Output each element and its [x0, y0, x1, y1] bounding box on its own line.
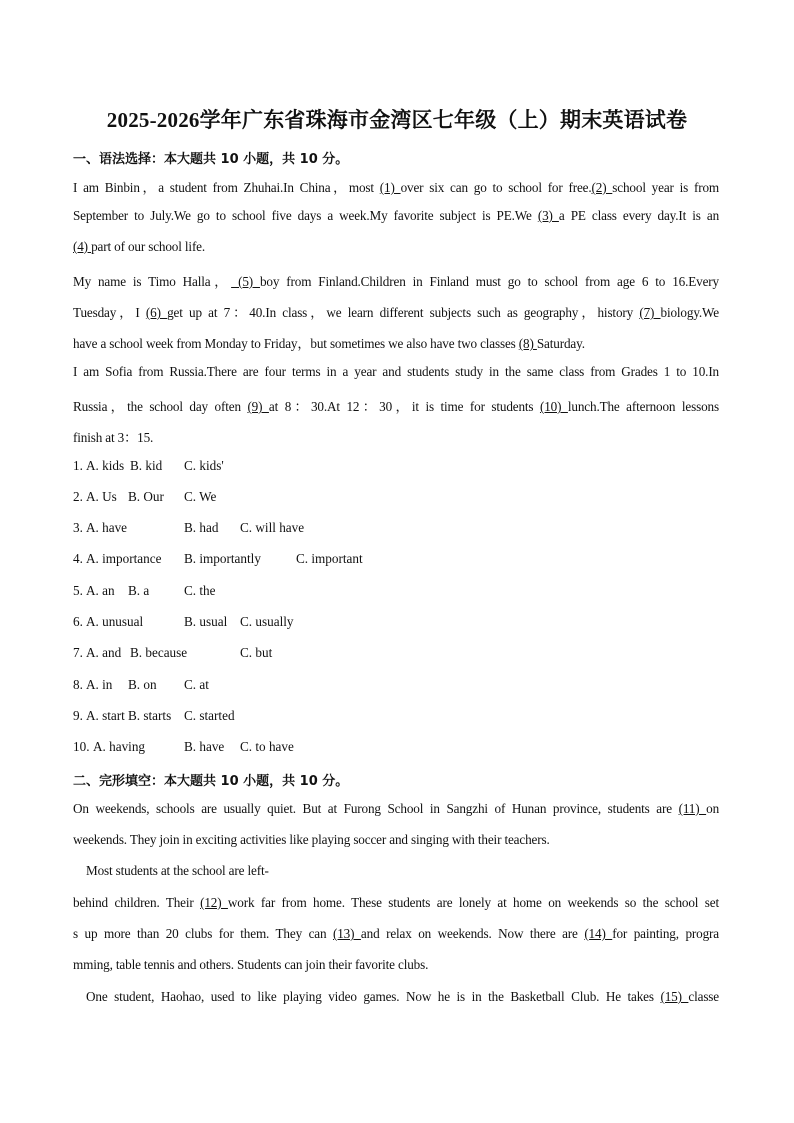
passage-line: I am Sofia from Russia.There are four terms in a year and students study in the same class from Grades 1 to 10.In — [73, 364, 719, 379]
option-c: C. the — [184, 583, 216, 598]
blank-2: (2) — [591, 180, 613, 195]
blank-13: (13) — [332, 926, 361, 941]
option-a: A. importance — [86, 551, 162, 566]
option-c: C. at — [184, 677, 209, 692]
option-c: C. important — [296, 551, 363, 566]
option-c: C. started — [184, 708, 235, 723]
option-c: C. usually — [240, 614, 294, 629]
passage-line: Tuesday，I (6) get up at 7：40.In class，we learn different subjects such as geography，history (7) biology.We — [73, 305, 719, 320]
blank-1: (1) — [379, 180, 401, 195]
blank-15: (15) — [660, 989, 689, 1004]
option-b: B. starts — [128, 708, 172, 723]
option-c: C. We — [184, 489, 217, 504]
blank-9: (9) — [247, 399, 269, 414]
blank-11: (11) — [678, 801, 707, 816]
passage-line: September to July.We go to school five days a week.My favorite subject is PE.We (3) a PE class every day.It is an — [73, 208, 720, 223]
option-b: B. usual — [184, 614, 228, 629]
option-a: A. kids — [86, 458, 125, 473]
option-b: B. importantly — [184, 551, 261, 566]
section-2-heading: 二、完形填空：本大题共 10 小题，共 10 分。 — [73, 774, 349, 789]
option-a: A. unusual — [86, 614, 144, 629]
passage-line: finish at 3：15. — [73, 430, 154, 445]
option-b: B. kid — [130, 458, 163, 473]
passage-line: One student, Haohao, used to like playing video games. Now he is in the Basketball Club. He takes (15) classe — [86, 989, 719, 1004]
passage-line: weekends. They join in exciting activities like playing soccer and singing with their teachers. — [73, 832, 550, 847]
passage-line: mming, table tennis and others. Students can join their favorite clubs. — [73, 957, 429, 972]
passage-line: (4) part of our school life. — [73, 239, 206, 254]
page-title: 2025-2026学年广东省珠海市金湾区七年级（上）期末英语试卷 — [106, 108, 688, 132]
option-a: A. having — [93, 739, 146, 754]
exam-page: 2025-2026学年广东省珠海市金湾区七年级（上）期末英语试卷 一、语法选择：本大题共 10 小题，共 10 分。 I am Binbin，a student from Zhuhai.In China，most (1) over six can go to school for free.(2) school year is from September to July.We go to school five days a week.My favorite subject is PE.We (3) a PE class every day.It is an (4) part of our school life. My name is Timo Halla， (5) boy from Finland.Children in Finland must go to school from age 6 to 16.Every Tuesday，I (6) get up at 7：40.In class，we learn different subjects such as geography，history (7) biology.We have a school week from Monday to Friday，but sometimes we also have two classes (8) Saturday. I am Sofia from Russia.There are four terms in a year and students study in the same class from Grades 1 to 10.In Russia，the school day often (9) at 8：30.At 12：30，it is time for students (10) lunch.The afternoon lessons finish at 3：15. 1. A. kids B. kid C. kids' 2. A. Us B. Our C. We 3. A. have B. had C. will have 4. A. importance B. importantly C. important 5. A. an B. a C. the 6. A. unusual B. usual C. usually 7. A. and B. because C. but 8. A. in B. on C. at 9. A. start B. starts C. started 10. A. having B. have C. to have 二、完形填空：本大题共 10 小题，共 10 分。 On weekends, schools are usually quiet. But at Furong School in Sangzhi of Hunan province, students are (11) on weekends. They join in exciting activities like playing soccer and singing with their teachers. Most students at the school are left- behind children. Their (12) work far from home. These students are lonely at home on weekends so the school set s up more than 20 clubs for them. They can (13) and relax on weekends. Now there are (14) for painting, progra mming, table tennis and others. Students can join their favorite clubs. One student, Haohao, used to like playing video games. Now he is in the Basketball Club. He takes (15) classe — [0, 0, 794, 1123]
passage-line: Most students at the school are left- — [86, 863, 269, 878]
blank-8: (8) — [518, 336, 537, 351]
option-a: A. in — [86, 677, 113, 692]
option-b: B. had — [184, 520, 219, 535]
passage-line: Russia，the school day often (9) at 8：30.At 12：30，it is time for students (10) lunch.The afternoon lessons — [73, 399, 719, 414]
section-1-heading: 一、语法选择：本大题共 10 小题，共 10 分。 — [73, 152, 349, 167]
blank-5: (5) — [231, 274, 260, 289]
blank-4: (4) — [73, 239, 92, 254]
option-a: A. and — [86, 645, 122, 660]
option-c: C. to have — [240, 739, 294, 754]
passage-line: My name is Timo Halla， (5) boy from Finland.Children in Finland must go to school from age 6 to 16.Every — [73, 274, 719, 289]
blank-6: (6) — [145, 305, 168, 320]
blank-7: (7) — [639, 305, 661, 320]
passage-line: I am Binbin，a student from Zhuhai.In China，most (1) over six can go to school for free.(2) school year is from — [73, 180, 720, 195]
option-c: C. but — [240, 645, 273, 660]
passage-line: On weekends, schools are usually quiet. But at Furong School in Sangzhi of Hunan province, students are (11) on — [73, 801, 720, 816]
option-a: A. an — [86, 583, 115, 598]
passage-line: s up more than 20 clubs for them. They can (13) and relax on weekends. Now there are (14) for painting, progra — [73, 926, 719, 941]
option-b: B. because — [130, 645, 188, 660]
blank-10: (10) — [539, 399, 568, 414]
option-b: B. on — [128, 677, 157, 692]
option-b: B. have — [184, 739, 225, 754]
option-c: C. kids' — [184, 458, 224, 473]
blank-3: (3) — [537, 208, 559, 223]
option-a: A. start — [86, 708, 125, 723]
blank-12: (12) — [200, 895, 228, 910]
blank-14: (14) — [584, 926, 613, 941]
passage-line: behind children. Their (12) work far from home. These students are lonely at home on weekends so the school set — [73, 895, 719, 910]
option-a: A. have — [86, 520, 128, 535]
passage-line: have a school week from Monday to Friday，but sometimes we also have two classes (8) Saturday. — [73, 336, 585, 351]
option-a: A. Us — [86, 489, 117, 504]
option-c: C. will have — [240, 520, 305, 535]
option-b: B. a — [128, 583, 150, 598]
option-b: B. Our — [128, 489, 164, 504]
